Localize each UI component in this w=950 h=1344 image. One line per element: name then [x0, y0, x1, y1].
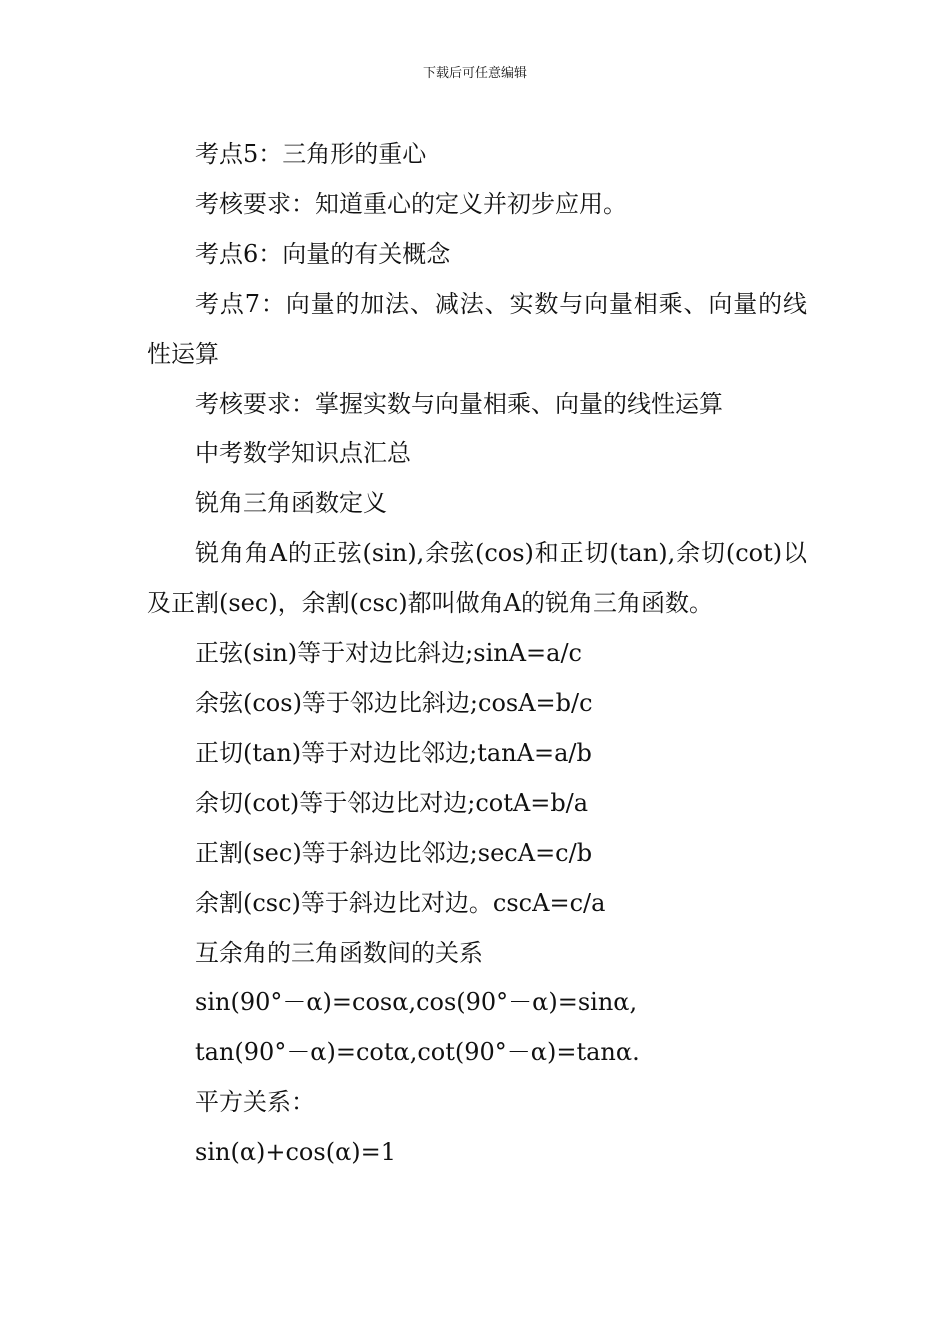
paragraph: 考点5：三角形的重心: [195, 140, 427, 168]
paragraph: 正切(tan)等于对边比邻边;tanA=a/b: [195, 738, 592, 767]
paragraph: 互余角的三角函数间的关系: [195, 938, 483, 967]
paragraph: 正弦(sin)等于对边比斜边;sinA=a/c: [195, 639, 582, 668]
paragraph: 考核要求：掌握实数与向量相乘、向量的线性运算: [195, 389, 723, 418]
paragraph: 余切(cot)等于邻边比对边;cotA=b/a: [195, 788, 589, 817]
paragraph: 余弦(cos)等于邻边比斜边;cosA=b/c: [195, 688, 593, 717]
page-header: 下载后可任意编辑: [422, 66, 527, 81]
paragraph: 锐角三角函数定义: [195, 489, 387, 518]
paragraph: sin(α)+cos(α)=1: [195, 1138, 397, 1167]
paragraph: 锐角角A的正弦(sin),余弦(cos)和正切(tan),余切(cot)以及正割(sec)，余割(csc)都叫做角A的锐角三角函数。: [147, 539, 807, 618]
paragraph: tan(90°－α)=cotα,cot(90°－α)=tanα.: [195, 1038, 640, 1067]
paragraph: 考核要求：知道重心的定义并初步应用。: [195, 189, 627, 218]
paragraph: 考点7：向量的加法、减法、实数与向量相乘、向量的线性运算: [147, 289, 807, 368]
paragraph: 中考数学知识点汇总: [195, 439, 411, 468]
paragraph: 平方关系：: [195, 1088, 315, 1117]
document-body: [147, 130, 807, 1178]
paragraph: 考点6：向量的有关概念: [195, 239, 451, 268]
paragraph: sin(90°－α)=cosα,cos(90°－α)=sinα,: [195, 988, 638, 1017]
paragraph: 正割(sec)等于斜边比邻边;secA=c/b: [195, 838, 593, 867]
paragraph: 余割(csc)等于斜边比对边。cscA=c/a: [195, 888, 606, 917]
